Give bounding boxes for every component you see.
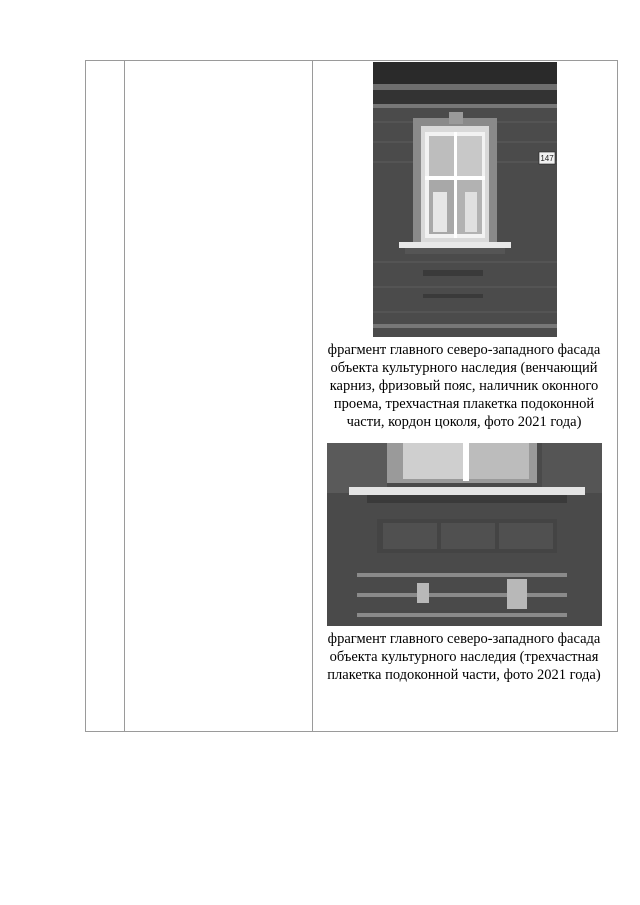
house-number-label: 147 (540, 154, 554, 163)
column-divider (312, 61, 313, 731)
windowsill-plaque-photo (327, 443, 602, 626)
photo-caption: фрагмент главного северо-западного фасада объекта культурного наследия (венчающий карниз, фризовый пояс, наличник оконного проема, трехчастная плакетка подоконной части, кордон цоколя, фото 2021 года) (327, 342, 601, 430)
column-divider (124, 61, 125, 731)
facade-window-photo (373, 62, 557, 337)
photo-caption: фрагмент главного северо-западного фасада объекта культурного наследия (трехчастная плакетка подоконной части, фото 2021 года) (327, 631, 601, 683)
